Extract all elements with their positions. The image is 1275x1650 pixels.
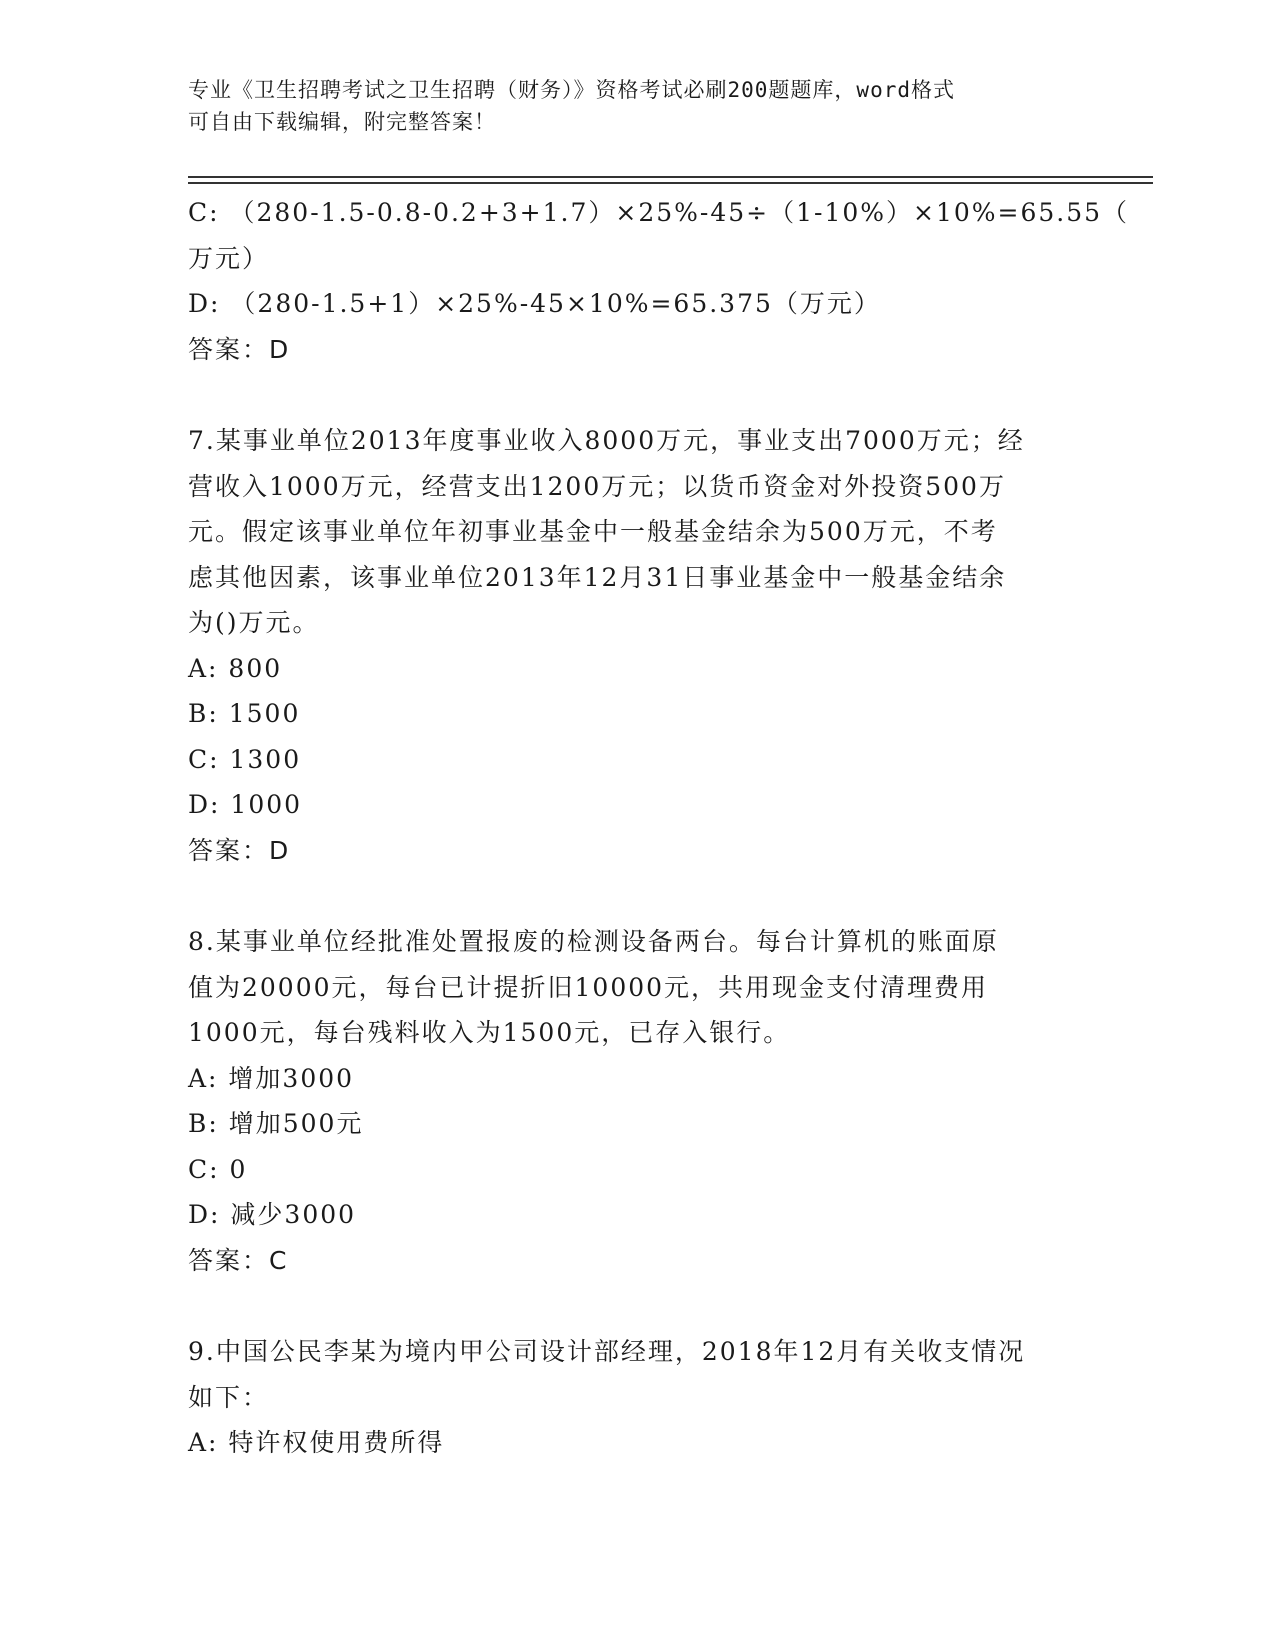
option-c: C: （280-1.5-0.8-0.2+3+1.7）×25%-45÷（1-10%）×10%=65.55（	[188, 198, 1130, 227]
header-divider-top	[188, 176, 1153, 178]
option-d: D: （280-1.5+1）×25%-45×10%=65.375（万元）	[188, 289, 881, 318]
question-text-line: 如下：	[188, 1382, 270, 1412]
option-a: A: 800	[188, 653, 283, 683]
question-text-line: 7.某事业单位2013年度事业收入8000万元，事业支出7000万元；经	[188, 426, 1025, 455]
option-d: D: 1000	[188, 790, 303, 819]
spacer	[188, 873, 1088, 919]
option-c: C: 0	[188, 1154, 248, 1184]
option-d: D: 减少3000	[188, 1200, 357, 1229]
question-text-line: 值为20000元，每台已计提折旧10000元，共用现金支付清理费用	[188, 972, 989, 1002]
option-b: B: 1500	[188, 699, 301, 728]
question-text-line: 虑其他因素，该事业单位2013年12月31日事业基金中一般基金结余	[188, 562, 1007, 592]
question-text-line: 8.某事业单位经批准处置报废的检测设备两台。每台计算机的账面原	[188, 927, 999, 956]
header-line-1: 专业《卫生招聘考试之卫生招聘（财务）》资格考试必刷200题题库，word格式	[188, 78, 955, 102]
question-8	[188, 919, 1088, 1283]
option-a: A: 特许权使用费所得	[188, 1428, 445, 1457]
option-c: C: 1300	[188, 744, 302, 774]
answer-line: 答案：D	[188, 334, 291, 364]
question-text-line: 1000元，每台残料收入为1500元，已存入银行。	[188, 1018, 791, 1047]
question-content	[188, 190, 1130, 1466]
question-text-line: 为()万元。	[188, 608, 320, 637]
option-c-continued: 万元）	[188, 243, 270, 273]
question-text-line: 9.中国公民李某为境内甲公司设计部经理，2018年12月有关收支情况	[188, 1337, 1026, 1366]
header-line-2: 可自由下载编辑，附完整答案！	[188, 110, 496, 134]
question-text-line: 元。假定该事业单位年初事业基金中一般基金结余为500万元，不考	[188, 517, 998, 546]
header-divider-bottom	[188, 182, 1153, 184]
spacer	[188, 1283, 1088, 1329]
question-text-line: 营收入1000万元，经营支出1200万元；以货币资金对外投资500万	[188, 471, 1006, 501]
option-a: A: 增加3000	[188, 1063, 355, 1093]
previous-question-tail	[188, 190, 1130, 372]
question-9	[188, 1329, 1088, 1466]
answer-line: 答案：C	[188, 1245, 289, 1275]
question-7	[188, 418, 1088, 873]
document-header	[188, 74, 1088, 138]
option-b: B: 增加500元	[188, 1109, 364, 1138]
spacer	[188, 372, 1088, 418]
answer-line: 答案：D	[188, 835, 291, 865]
